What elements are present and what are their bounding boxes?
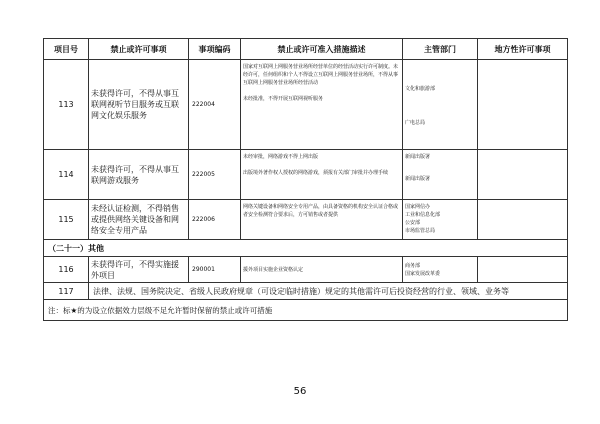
department: [403, 150, 478, 200]
measure-line: 未经审批，网络游戏不得上网出版: [243, 154, 319, 160]
table-row-114: [44, 150, 568, 200]
item-code: 222004: [189, 60, 241, 150]
table-row-113: [44, 60, 568, 150]
department-name: 新闻出版署: [405, 176, 431, 182]
item-code: 222005: [189, 150, 241, 200]
catch-all-description: 法律、法规、国务院决定、省级人民政府规章（可设定临时措施）规定的其他需许可后投资经营的行业、领域、业务等: [89, 283, 568, 300]
table-row-115: [44, 200, 568, 240]
table-row-117: [44, 283, 568, 300]
item-number: 113: [44, 60, 89, 150]
section-row: [44, 240, 568, 257]
header-measures: 禁止或许可准入措施描述: [241, 39, 403, 60]
table-note: 注：标★的为设立依据效力层级不足允许暂时保留的禁止或许可措施: [44, 300, 568, 321]
note-row: [44, 300, 568, 321]
measure-description: [241, 60, 403, 150]
header-code: 事项编码: [189, 39, 241, 60]
local-permit: [478, 60, 568, 150]
item-name: 未经认证检测，不得销售或提供网络关键设备和网络安全专用产品: [89, 200, 189, 240]
item-name: 未获得许可，不得从事互联网视听节目服务或互联网文化娱乐服务: [89, 60, 189, 150]
local-permit: [478, 257, 568, 283]
item-number: 117: [44, 283, 89, 300]
measure-description: 援外项目实施企业资格认定: [241, 257, 403, 283]
header-local: 地方性许可事项: [478, 39, 568, 60]
measure-line: 未经批准，不得开展互联网视听服务: [243, 96, 324, 102]
department-name: 广电总局: [405, 120, 426, 126]
department: 国家网信办 工业和信息化部 公安部 市场监管总局: [403, 200, 478, 240]
department-name: 新闻出版署: [405, 154, 431, 160]
negative-list-table: [43, 38, 568, 321]
page-number: 56: [293, 386, 307, 397]
department: [403, 60, 478, 150]
item-code: 222006: [189, 200, 241, 240]
header-item-no: 项目号: [44, 39, 89, 60]
local-permit: [478, 150, 568, 200]
list-table-container: [43, 38, 567, 321]
item-name: 未获得许可，不得实施援外项目: [89, 257, 189, 283]
measure-line: 国家对互联网上网服务营业场所经营单位的经营活动实行许可制度。未经许可，任何组织和个人不得设立互联网上网服务营业场所，不得从事互联网上网服务营业场所经营活动: [243, 64, 399, 86]
table-row-116: [44, 257, 568, 283]
measure-line: 出版境外著作权人授权的网络游戏，须报有关部门审批并办理手续: [243, 170, 389, 176]
header-item: 禁止或许可事项: [89, 39, 189, 60]
item-number: 115: [44, 200, 89, 240]
local-permit: [478, 200, 568, 240]
measure-description: [241, 150, 403, 200]
item-number: 114: [44, 150, 89, 200]
measure-description: 网络关键设备和网络安全专用产品，由具备资格的机构安全认证合格或者安全检测符合要求后，方可销售或者提供: [241, 200, 403, 240]
item-name: 未获得许可，不得从事互联网游戏服务: [89, 150, 189, 200]
department-name: 文化和旅游部: [405, 86, 436, 92]
section-title: （二十一）其他: [44, 240, 568, 257]
header-department: 主管部门: [403, 39, 478, 60]
item-number: 116: [44, 257, 89, 283]
header-row: [44, 39, 568, 60]
department: 商务部 国家发展改革委: [403, 257, 478, 283]
item-code: 290001: [189, 257, 241, 283]
